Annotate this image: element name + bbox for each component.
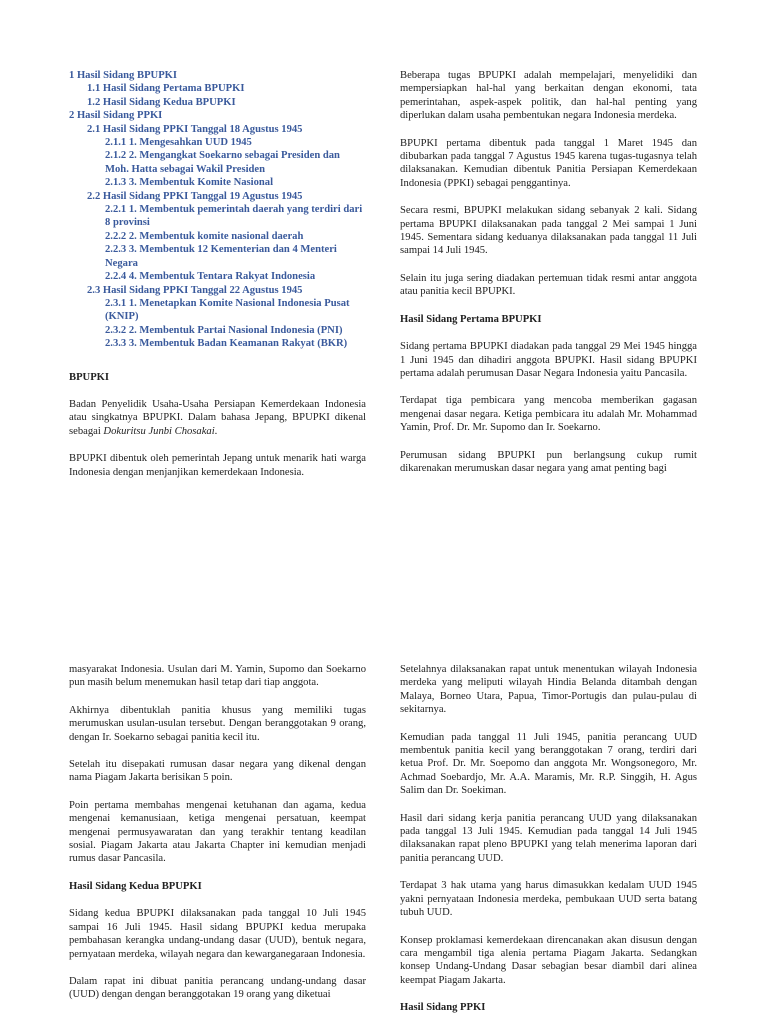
- paragraph: Konsep proklamasi kemerdekaan direncanakan akan disusun dengan cara mengambil tiga alenia pertama Piagam Jakarta. Sedangkan konsep Undang-Undang Dasar sebagian besar diambil dari alinea keempat Piagam Jakarta.: [400, 934, 697, 986]
- paragraph: Setelah itu disepakati rumusan dasar negara yang dikenal dengan nama Piagam Jakarta berisikan 5 poin.: [69, 759, 366, 784]
- table-of-contents: [69, 69, 366, 351]
- paragraph-text: .: [214, 425, 218, 437]
- paragraph: Sidang pertama BPUPKI diadakan pada tanggal 29 Mei 1945 hingga 1 Juni 1945 dan dihadiri anggota BPUPKI. Hasil sidang BPUPKI pertama adalah perumusan Dasar Negara Indonesia yaitu Pancasila.: [400, 341, 697, 379]
- paragraph: Setelahnya dilaksanakan rapat untuk menentukan wilayah Indonesia merdeka yang meliputi wilayah Hindia Belanda ditambah dengan Malaya, Borneo Utara, Papua, Timor-Portugis dan pulau-pulau di sekitarnya.: [400, 664, 697, 716]
- paragraph: Selain itu juga sering diadakan pertemuan tidak resmi antar anggota atau panitia kecil BPUPKI.: [400, 272, 697, 298]
- document-page-2: [0, 612, 768, 1024]
- left-column: [69, 69, 366, 493]
- section-heading: BPUPKI: [69, 371, 110, 383]
- left-column: [69, 663, 366, 1016]
- right-column: [400, 663, 697, 1029]
- toc-item[interactable]: 1 Hasil Sidang BPUPKI: [69, 70, 178, 81]
- paragraph: [69, 398, 366, 438]
- paragraph: Sidang kedua BPUPKI dilaksanakan pada tanggal 10 Juli 1945 sampai 16 Juli 1945. Hasil sidang BPUPKI kedua merupaka pembahasan kerangka undang-undang dasar (UUD), bentuk negara, pernyataan merdeka, wilayah negara dan kewarganegaraan Indonesia.: [69, 908, 366, 960]
- paragraph: Beberapa tugas BPUPKI adalah mempelajari, menyelidiki dan mempersiapkan hal-hal yang berkaitan dengan ekonomi, tata pemerintahan, aspek-aspek politik, dan hal-hal penting yang diperlukan dalam usaha pembentukan negara Indonesia merdeka.: [400, 70, 697, 122]
- paragraph: Dalam rapat ini dibuat panitia perancang undang-undang dasar (UUD) dengan dengan beranggotakan 19 orang yang diketuai: [69, 975, 366, 1001]
- paragraph: Poin pertama membahas mengenai ketuhanan dan agama, kedua mengenai kemanusiaan, ketiga mengenai persatuan, keempat mengenai permusyawaratan dan yang terakhir tentang keadilan sosial. Piagam Jakarta atau Jakarta Chapter ini kemudian menjadi rumus dasar Pancasila.: [69, 799, 366, 865]
- toc-item[interactable]: 2.3.1 1. Menetapkan Komite Nasional Indonesia Pusat (KNIP): [105, 297, 350, 323]
- paragraph-text: Badan Penyelidik Usaha-Usaha Persiapan Kemerdekaan Indonesia atau singkatnya BPUPKI. Dalam bahasa Jepang, BPUPKI dikenal sebagai: [69, 398, 366, 437]
- section-heading: Hasil Sidang Kedua BPUPKI: [69, 880, 202, 892]
- toc-item[interactable]: 2.1.2 2. Mengangkat Soekarno sebagai Presiden dan Moh. Hatta sebagai Wakil Presiden: [105, 150, 340, 175]
- toc-item[interactable]: 2.1.1 1. Mengesahkan UUD 1945: [105, 137, 252, 149]
- toc-item[interactable]: 2 Hasil Sidang PPKI: [69, 110, 163, 122]
- toc-item[interactable]: 2.3 Hasil Sidang PPKI Tanggal 22 Agustus 1945: [87, 284, 303, 296]
- toc-item[interactable]: 2.1.3 3. Membentuk Komite Nasional: [105, 177, 274, 189]
- toc-item[interactable]: 2.2.2 2. Membentuk komite nasional daerah: [105, 230, 304, 242]
- toc-item[interactable]: 2.2.1 1. Membentuk pemerintah daerah yang terdiri dari 8 provinsi: [105, 204, 363, 229]
- paragraph: Secara resmi, BPUPKI melakukan sidang sebanyak 2 kali. Sidang pertama BPUPKI dilaksanakan pada tanggal 2 Mei sampai 1 Juni 1945. Sementara sidang keduanya dilaksanakan pada tanggal 11 Juli sampai 14 Juli 1945.: [400, 205, 697, 257]
- paragraph: Terdapat 3 hak utama yang harus dimasukkan kedalam UUD 1945 yakni pernyataan Indonesia merdeka, pembukaan UUD serta batang tubuh UUD.: [400, 880, 697, 919]
- toc-item[interactable]: 1.1 Hasil Sidang Pertama BPUPKI: [87, 83, 245, 95]
- toc-item[interactable]: 2.2 Hasil Sidang PPKI Tanggal 19 Agustus 1945: [87, 190, 303, 202]
- paragraph: masyarakat Indonesia. Usulan dari M. Yamin, Supomo dan Soekarno pun masih belum menemukan hasil tetap dari tiap anggota.: [69, 664, 366, 689]
- paragraph: BPUPKI dibentuk oleh pemerintah Jepang untuk menarik hati warga Indonesia dengan menjanjikan kemerdekaan Indonesia.: [69, 453, 366, 478]
- toc-item[interactable]: 2.3.2 2. Membentuk Partai Nasional Indonesia (PNI): [105, 324, 343, 336]
- toc-item[interactable]: 2.3.3 3. Membentuk Badan Keamanan Rakyat (BKR): [105, 338, 348, 350]
- paragraph: Kemudian pada tanggal 11 Juli 1945, panitia perancang UUD membentuk panitia kecil yang beranggotakan 7 orang, terdiri dari ketua Prof. Dr. Mr. Soepomo dan anggota Mr. Wongsonegoro, Mr. Achmad Soebardjo, Mr. A.A. Maramis, Mr. R.P. Singgih, H. Agus Salim dan Dr. Soekiman.: [400, 731, 697, 797]
- paragraph: Terdapat tiga pembicara yang mencoba memberikan gagasan mengenai dasar negara. Ketiga pembicara itu adalah Mr. Mohammad Yamin, Prof. Dr. Mr. Supomo dan Ir. Soekarno.: [400, 395, 697, 434]
- toc-item[interactable]: 2.2.3 3. Membentuk 12 Kementerian dan 4 Menteri Negara: [105, 244, 337, 269]
- section-heading: Hasil Sidang PPKI: [400, 1002, 486, 1014]
- paragraph: BPUPKI pertama dibentuk pada tanggal 1 Maret 1945 dan dibubarkan pada tanggal 7 Agustus 1945 karena tugas-tugasnya telah dilaksanakan. Kemudian dibentuk Panitia Persiapan Kemerdekaan Indonesia (PPKI) sebagai penggantinya.: [400, 137, 697, 189]
- right-column: [400, 69, 697, 489]
- paragraph: Hasil dari sidang kerja panitia perancang UUD yang dilaksanakan pada tanggal 13 Juli 1945. Kemudian pada tanggal 14 Juli 1945 dilaksanakan rapat pleno BPUPKI yang telah menerima laporan dari panitia perancang UUD.: [400, 812, 697, 864]
- toc-item[interactable]: 2.1 Hasil Sidang PPKI Tanggal 18 Agustus 1945: [87, 123, 303, 135]
- paragraph: Perumusan sidang BPUPKI pun berlangsung cukup rumit dikarenakan merumuskan dasar negara yang amat penting bagi: [400, 449, 697, 474]
- italic-term: Dokuritsu Junbi Chosakai: [103, 425, 215, 437]
- section-heading: Hasil Sidang Pertama BPUPKI: [400, 313, 542, 325]
- toc-item[interactable]: 2.2.4 4. Membentuk Tentara Rakyat Indonesia: [105, 271, 316, 283]
- paragraph: Akhirnya dibentuklah panitia khusus yang memiliki tugas merumuskan usulan-usulan tersebut. Dengan beranggotakan 9 orang, dengan Ir. Soekarno sebagai panitia kecil itu.: [69, 704, 366, 743]
- toc-item[interactable]: 1.2 Hasil Sidang Kedua BPUPKI: [87, 96, 236, 108]
